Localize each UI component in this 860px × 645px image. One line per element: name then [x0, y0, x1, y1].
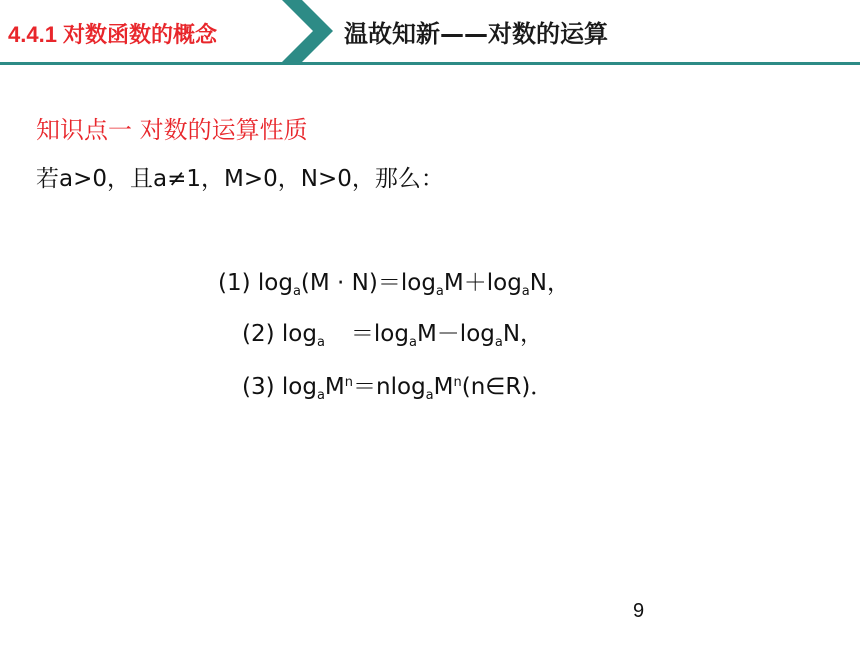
- knowledge-point-title: 知识点一 对数的运算性质: [36, 116, 308, 144]
- formula-text: ＝log: [350, 321, 409, 347]
- formula-text: M－log: [416, 321, 495, 347]
- header-underline: [0, 62, 860, 65]
- formula-text: N，: [502, 321, 544, 347]
- formula-quotient-rule: [242, 315, 543, 350]
- log-base: a: [435, 284, 444, 299]
- formula-text: ＝nlog: [353, 374, 426, 400]
- formula-text: M: [324, 374, 345, 400]
- log-base: a: [494, 335, 503, 350]
- condition-text: 若a>0，且a≠1，M>0，N>0，那么：: [36, 166, 444, 192]
- log-base: a: [316, 388, 325, 403]
- slide-header: [0, 0, 860, 66]
- formula-text: M: [433, 374, 454, 400]
- formula-text: (M · N)＝log: [300, 270, 436, 296]
- log-base: a: [425, 388, 434, 403]
- formula-text: (n∈R)．: [461, 374, 554, 400]
- log-base: a: [408, 335, 417, 350]
- formula-text: (2) log: [242, 321, 317, 347]
- formula-product-rule: [218, 264, 570, 299]
- formula-text: (1) log: [218, 270, 293, 296]
- exponent: n: [344, 375, 354, 390]
- exponent: n: [453, 375, 462, 390]
- formula-text: N，: [529, 270, 570, 296]
- log-base: a: [316, 335, 325, 350]
- log-base: a: [292, 284, 301, 299]
- log-base: a: [521, 284, 530, 299]
- formula-power-rule: [242, 368, 553, 403]
- chapter-title: 4.4.1 对数函数的概念: [8, 22, 218, 47]
- formula-text: M＋log: [443, 270, 522, 296]
- formula-text: (3) log: [242, 374, 317, 400]
- page-number: 9: [633, 600, 645, 622]
- section-title: 温故知新——对数的运算: [344, 20, 608, 48]
